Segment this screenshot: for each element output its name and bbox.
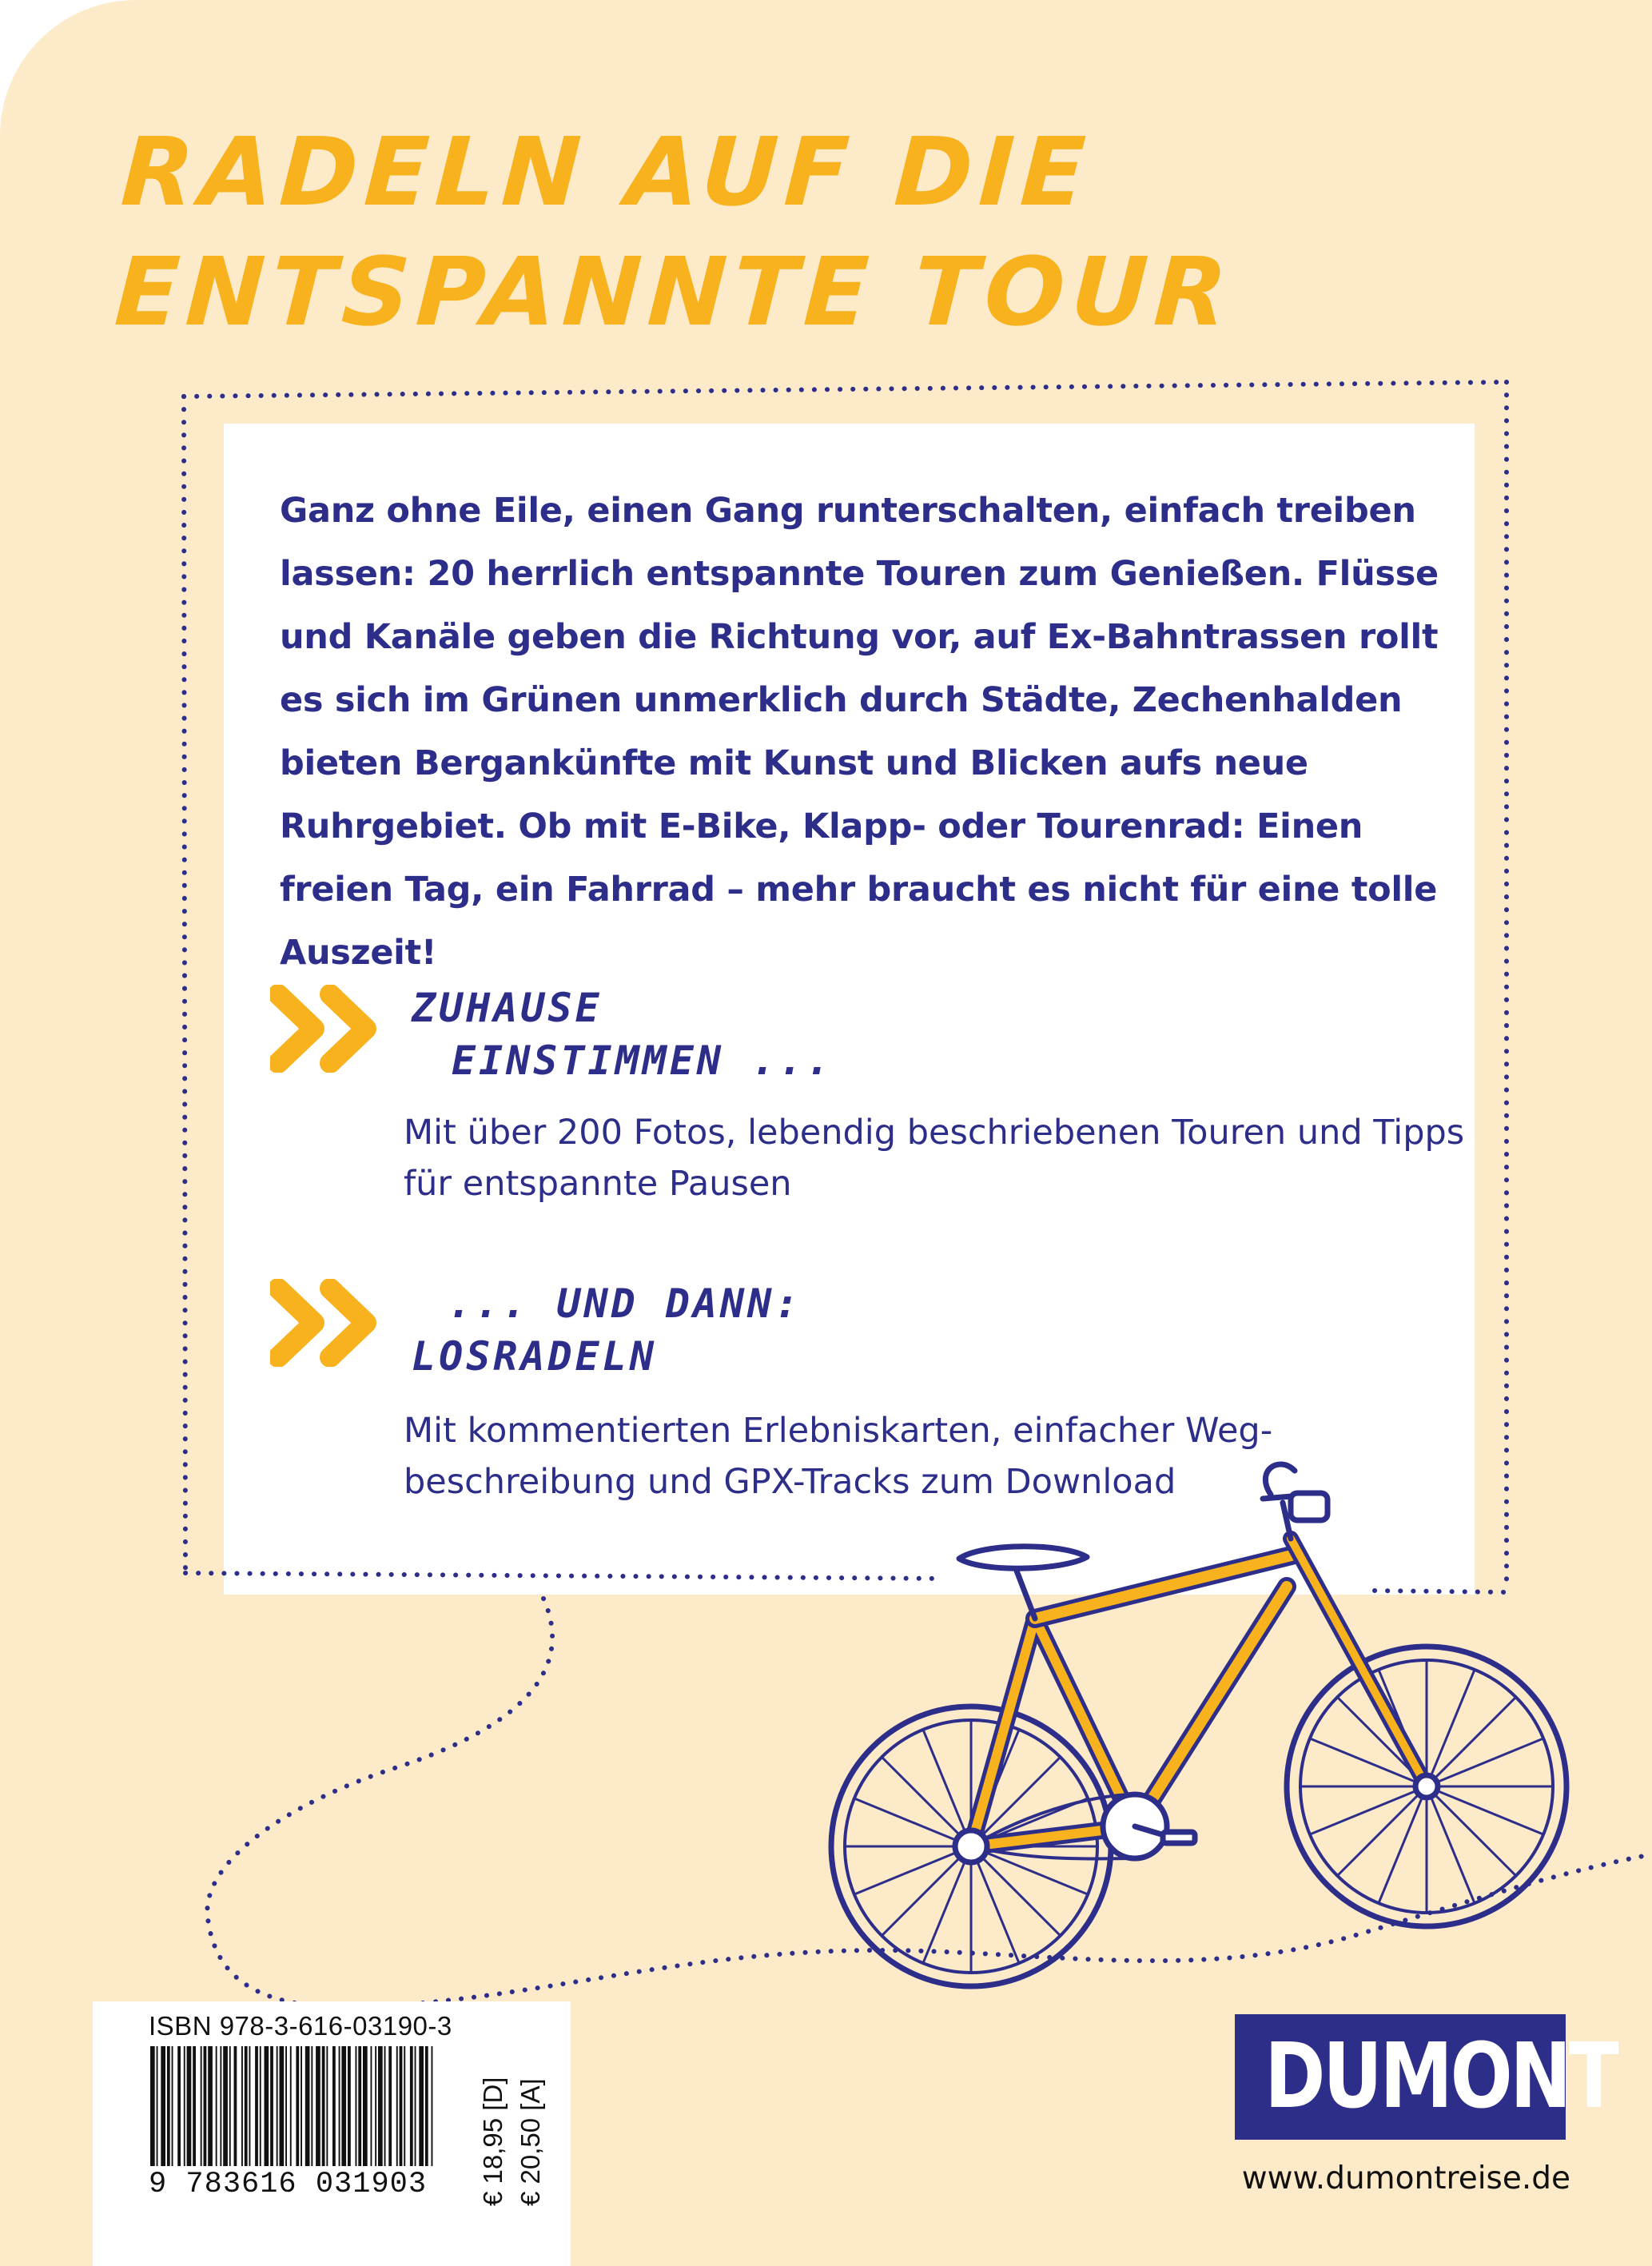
barcode-bar bbox=[177, 2046, 181, 2166]
barcode-bar bbox=[234, 2046, 237, 2166]
barcode-bar bbox=[316, 2046, 320, 2166]
barcode-bar bbox=[419, 2046, 424, 2166]
barcode-bar bbox=[425, 2046, 428, 2166]
isbn-number: ISBN 978-3-616-03190-3 bbox=[149, 2011, 452, 2041]
barcode-bar bbox=[311, 2046, 312, 2166]
feature-heading-2-line-2: LOSRADELN bbox=[412, 1333, 657, 1380]
barcode-bar bbox=[241, 2046, 243, 2166]
barcode-bar bbox=[220, 2046, 221, 2166]
publisher-logo-text: DUMONT bbox=[1264, 2025, 1617, 2129]
barcode-bar bbox=[348, 2046, 351, 2166]
barcode-bar bbox=[415, 2046, 416, 2166]
barcode-bar bbox=[161, 2046, 165, 2166]
barcode-bar bbox=[208, 2046, 213, 2166]
barcode-bar bbox=[249, 2046, 251, 2166]
ean-digits: 9 783616 031903 bbox=[149, 2168, 428, 2201]
barcode-bar bbox=[260, 2046, 261, 2166]
barcode-bar bbox=[157, 2046, 158, 2166]
intro-paragraph: Ganz ohne Eile, einen Gang runterschalten, einfach treiben lassen: 20 herrlich entspannte Touren zum Genießen. Flüsse und Kanäle geben die Richtung vor, auf Ex-Bahntrassen rollt es sich im Grünen unmerklich durch Städte, Zechenhalden bieten Bergankünfte mit Kunst und Blicken aufs neue Ruhrgebiet. Ob mit E-Bike, Klapp- oder Tourenrad: Einen freien Tag, ein Fahrrad – mehr braucht es nicht für eine tolle Auszeit! bbox=[280, 491, 1439, 973]
barcode-bar bbox=[296, 2046, 299, 2166]
barcode-bar bbox=[339, 2046, 340, 2166]
barcode-bar bbox=[332, 2046, 336, 2166]
price-austria: € 20,50 [A] bbox=[516, 2078, 545, 2206]
barcode-bar bbox=[384, 2046, 386, 2166]
feature-heading-2-line-1: ... UND DANN: bbox=[448, 1280, 802, 1327]
barcode-bar bbox=[341, 2046, 346, 2166]
barcode-bar bbox=[363, 2046, 368, 2166]
publisher-logo bbox=[1235, 2014, 1617, 2140]
barcode-bar bbox=[358, 2046, 361, 2166]
barcode-bar bbox=[432, 2046, 433, 2166]
barcode-bar bbox=[201, 2046, 202, 2166]
barcode-bar bbox=[378, 2046, 383, 2166]
feature-heading-2 bbox=[412, 1277, 802, 1383]
barcode-bar bbox=[150, 2046, 155, 2166]
barcode-bar bbox=[277, 2046, 278, 2166]
headline bbox=[112, 112, 1324, 352]
price-germany: € 18,95 [D] bbox=[478, 2077, 508, 2206]
barcode-bar bbox=[375, 2046, 376, 2166]
barcode-bar bbox=[326, 2046, 328, 2166]
barcode-bar bbox=[400, 2046, 403, 2166]
barcode-bar bbox=[216, 2046, 217, 2166]
chevron-double-right-icon bbox=[270, 1279, 390, 1367]
chevron-double-right-icon bbox=[270, 985, 390, 1073]
barcode-bar bbox=[187, 2046, 192, 2166]
feature-heading-1 bbox=[412, 982, 833, 1087]
barcode-bar bbox=[223, 2046, 228, 2166]
barcode-bar bbox=[410, 2046, 413, 2166]
barcode-bar bbox=[167, 2046, 170, 2166]
barcode-bar bbox=[356, 2046, 357, 2166]
feature-heading-1-line-1: ZUHAUSE bbox=[412, 985, 603, 1031]
feature-text-2: Mit kommentierten Erlebniskarten, einfacher Weg-beschreibung und GPX-Tracks zum Download bbox=[404, 1411, 1273, 1502]
barcode-bar bbox=[245, 2046, 248, 2166]
barcode-bar bbox=[255, 2046, 258, 2166]
barcode-bar bbox=[388, 2046, 392, 2166]
headline-line-1: RADELN AUF DIE bbox=[118, 117, 1095, 227]
barcode-bar bbox=[404, 2046, 405, 2166]
barcode-bar bbox=[172, 2046, 173, 2166]
barcode-bar bbox=[280, 2046, 285, 2166]
headline-line-2: ENTSPANNTE TOUR bbox=[112, 237, 1236, 347]
barcode-bar bbox=[290, 2046, 292, 2166]
barcode-bar bbox=[204, 2046, 207, 2166]
barcode-icon bbox=[149, 2046, 436, 2166]
barcode-bar bbox=[265, 2046, 269, 2166]
barcode-bar bbox=[285, 2046, 287, 2166]
barcode-bar bbox=[270, 2046, 273, 2166]
barcode-bar bbox=[371, 2046, 372, 2166]
barcode-bar bbox=[396, 2046, 398, 2166]
publisher-website[interactable]: www.dumontreise.de bbox=[1241, 2160, 1570, 2196]
barcode-bar bbox=[229, 2046, 231, 2166]
barcode-bar bbox=[193, 2046, 196, 2166]
barcode-bar bbox=[322, 2046, 325, 2166]
feature-heading-1-line-2: EINSTIMMEN ... bbox=[452, 1037, 834, 1084]
feature-text-1: Mit über 200 Fotos, lebendig beschriebenen Touren und Tipps für entspannte Pausen bbox=[404, 1113, 1465, 1204]
barcode-bar bbox=[305, 2046, 310, 2166]
barcode-bar bbox=[301, 2046, 302, 2166]
barcode-bar bbox=[184, 2046, 185, 2166]
